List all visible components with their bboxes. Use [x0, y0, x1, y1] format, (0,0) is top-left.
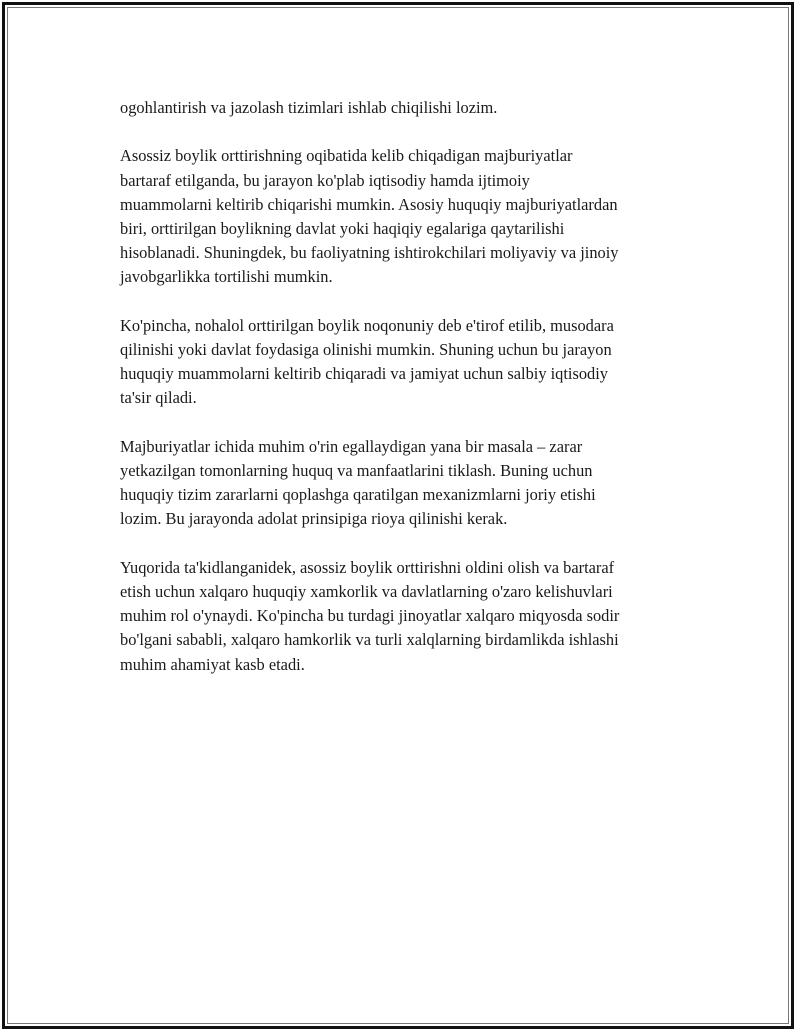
document-body	[120, 96, 695, 701]
paragraph-4: Majburiyatlar ichida muhim o'rin egallaydigan yana bir masala – zarar yetkazilgan tomonlarning huquq va manfaatlarini tiklash. Buning uchun huquqiy tizim zararlarni qoplashga qaratilgan mexanizmlarni joriy etishi lozim. Bu jarayonda adolat prinsipiga rioya qilinishi kerak.	[120, 436, 596, 529]
paragraph-1: ogohlantirish va jazolash tizimlari ishlab chiqilishi lozim.	[120, 98, 498, 117]
document-page	[2, 2, 794, 1029]
paragraph-2: Asossiz boylik orttirishning oqibatida kelib chiqadigan majburiyatlar bartaraf etilganda, bu jarayon ko'plab iqtisodiy hamda ijtimoiy muammolarni keltirib chiqarishi mumkin. Asosiy huquqiy majburiyatlardan biri, orttirilgan boylikning davlat yoki haqiqiy egalariga qaytarilishi hisoblanadi. Shuningdek, bu faoliyatning ishtirokchilari moliyaviy va jinoiy javobgarlikka tortilishi mumkin.	[120, 146, 619, 287]
paragraph-3: Ko'pincha, nohalol orttirilgan boylik noqonuniy deb e'tirof etilib, musodara qilinishi yoki davlat foydasiga olinishi mumkin. Shuning uchun bu jarayon huquqiy muammolarni keltirib chiqaradi va jamiyat uchun salbiy iqtisodiy ta'sir qiladi.	[120, 315, 614, 408]
paragraph-5: Yuqorida ta'kidlanganidek, asossiz boylik orttirishni oldini olish va bartaraf etish uchun xalqaro huquqiy xamkorlik va davlatlarning o'zaro kelishuvlari muhim rol o'ynaydi. Ko'pincha bu turdagi jinoyatlar xalqaro miqyosda sodir bo'lgani sababli, xalqaro hamkorlik va turli xalqlarning birdamlikda ishlashi muhim ahamiyat kasb etadi.	[120, 557, 620, 674]
